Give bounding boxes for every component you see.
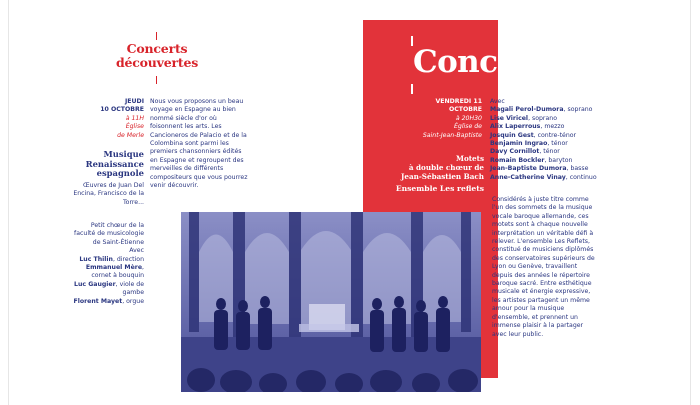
title-tick-bottom	[156, 76, 157, 84]
left-day: JEUDI	[125, 98, 144, 105]
right-subtitle-line3: Jean-Sébastien Bach	[400, 172, 484, 181]
cast-role: mezzo	[544, 123, 565, 131]
cast-avec: Avec	[490, 98, 505, 105]
left-subtitle-line2: Renaissance	[85, 158, 144, 169]
right-date-block	[372, 98, 482, 140]
performer-3-role: , viole de gambe	[115, 280, 144, 297]
cast-item: Jean-Baptiste Dumora, basse	[490, 165, 589, 173]
left-section-title	[96, 42, 218, 70]
cast-name: Josquin Gest	[490, 131, 534, 139]
cast-name: Lise Viricel	[490, 114, 529, 122]
concert-photo-illustration	[181, 212, 481, 392]
right-month: OCTOBRE	[449, 106, 482, 114]
right-subtitle-line2: à double chœur de	[408, 163, 484, 172]
performer-3	[68, 281, 144, 298]
cast-role: contre-ténor	[537, 131, 577, 139]
left-works: Œuvres de Juan Del Encina, Francisco de la Torre...	[73, 182, 144, 206]
concert-photo	[181, 212, 481, 392]
cast-role: soprano	[532, 114, 557, 122]
performers-avec: Avec	[129, 247, 144, 255]
right-ensemble: Ensemble Les reflets	[395, 184, 484, 193]
left-date-block	[82, 98, 144, 140]
cast-item: Lise Viricel, soprano	[490, 114, 557, 122]
right-subtitle-line1: Motets	[455, 154, 484, 163]
left-subtitle-line3: espagnole	[96, 168, 144, 179]
cast-name: Anne-Catherine Vinay	[490, 173, 566, 181]
left-title-line2: découvertes	[115, 55, 199, 70]
performer-1-role: , direction	[112, 255, 144, 263]
right-section-title	[413, 44, 573, 80]
cast-role: ténor	[543, 148, 560, 156]
performer-2-role: , cornet à bouquin	[91, 264, 144, 280]
right-place-line1: Église de	[453, 123, 482, 131]
performer-2	[68, 264, 144, 281]
left-date: 10 OCTOBRE	[100, 106, 144, 114]
cast-role: basse	[570, 165, 589, 173]
cast-role: baryton	[548, 156, 573, 164]
cast-item: Davy Cornillot, ténor	[490, 148, 560, 156]
performer-4	[68, 298, 144, 306]
right-day: VENDREDI 11	[435, 98, 482, 105]
right-subtitle	[372, 154, 484, 181]
left-place-line1: Église	[125, 123, 144, 131]
left-title-line1: Concerts	[126, 41, 188, 56]
cast-item: Magali Perol-Dumora, soprano	[490, 106, 593, 114]
performer-4-name: Florent Mayet	[73, 297, 123, 305]
big-title-tick-bottom	[411, 84, 413, 94]
left-subtitle-line1: Musique	[103, 149, 144, 159]
title-tick-top	[156, 32, 157, 40]
cast-name: Benjamin Ingrao	[490, 140, 548, 148]
left-performers	[68, 222, 144, 306]
performer-3-name: Luc Gaugier	[74, 280, 116, 288]
right-time: à 20H30	[455, 114, 482, 122]
cast-role: soprano	[567, 106, 593, 114]
cast-item: Josquin Gest, contre-ténor	[490, 131, 577, 139]
cast-name: Magali Perol-Dumora	[490, 106, 564, 114]
cast-item: Alix Laperrous, mezzo	[490, 123, 565, 131]
performer-1-name: Luc Thilin	[79, 255, 113, 263]
cast-name: Jean-Baptiste Dumora	[490, 165, 567, 173]
cast-role: continuo	[569, 173, 597, 181]
performer-2-name: Emmanuel Mère	[85, 264, 143, 272]
performers-intro: Petit chœur de la faculté de musicologie de Saint-Étienne	[74, 222, 144, 246]
cast-list	[490, 98, 600, 182]
cast-name: Davy Cornillot	[490, 148, 540, 156]
right-title-text: Concerts	[413, 44, 563, 80]
cast-name: Alix Laperrous	[490, 123, 541, 131]
cast-item: Benjamin Ingrao, ténor	[490, 140, 568, 148]
cast-role: ténor	[551, 140, 568, 148]
left-intro-text: Nous vous proposons un beau voyage en Espagne au bien nommé siècle d'or où foisonnent les arts. Les Cancioneros de Palacio et de la Colombina sont parmi les premiers chansonniers édités en Espagne et regroupent des merveilles de différents compositeurs que vous pourrez venir découvrir.	[150, 98, 248, 190]
performer-1	[68, 256, 144, 264]
cast-name: Romain Bockler	[490, 156, 545, 164]
left-time: à 11H	[125, 114, 144, 122]
cast-item: Romain Bockler, baryton	[490, 156, 573, 164]
page-edge-left	[8, 0, 9, 405]
page-edge-right	[690, 0, 691, 405]
left-place-line2: de Merle	[117, 131, 144, 139]
cast-item: Anne-Catherine Vinay, continuo	[490, 173, 597, 181]
right-description: Considérés à juste titre comme l'un des sommets de la musique vocale baroque allemande, ces motets sont à chaque nouvelle interprétation un véritable défi à relever. L'ensemble Les Reflets, constitué de musiciens diplômés des conservatoires supérieurs de Lyon ou Genève, travaillent depuis des années le répertoire baroque sacré. Entre esthétique musicale et énergie expressive, les artistes partagent un même amour pour la musique d'ensemble, et prennent un immense plaisir à la partager avec leur public.	[492, 196, 595, 338]
right-place-line2: Saint-Jean-Baptiste	[422, 131, 482, 139]
left-subtitle	[62, 150, 144, 179]
performer-4-role: , orgue	[122, 297, 144, 305]
